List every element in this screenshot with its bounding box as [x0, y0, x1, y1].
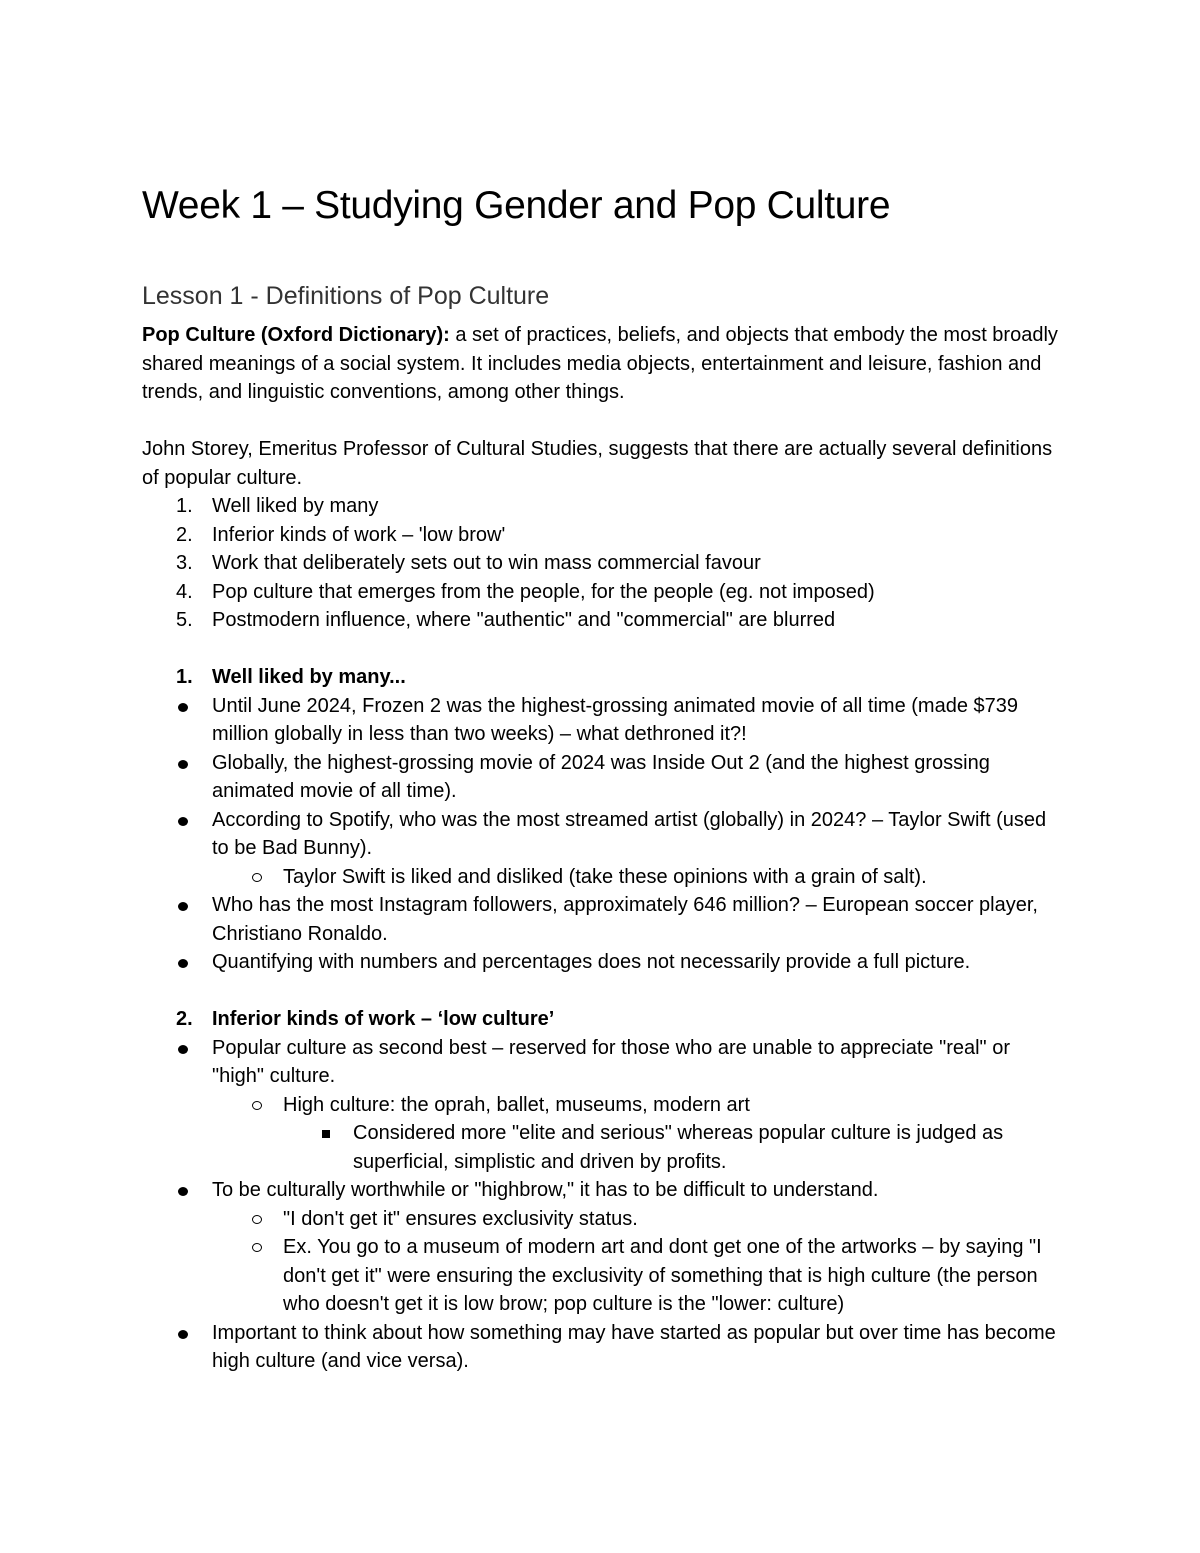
- sub-bullet-item: [142, 1091, 1062, 1120]
- sub-bullet-item: [142, 863, 1062, 892]
- list-item: [142, 549, 1062, 578]
- section-well-liked: [142, 663, 1062, 977]
- bullet-disc-icon: [178, 1045, 188, 1054]
- section-heading: [142, 1005, 1062, 1034]
- list-number: 5.: [176, 609, 193, 631]
- bullet-text: Ex. You go to a museum of modern art and dont get one of the artworks – by saying "I don't get it" were ensuring the exclusivity of something that is high culture (the person who doesn't get it is low brow; pop culture is the "lower: culture): [283, 1236, 1042, 1315]
- bullet-circle-icon: [252, 1215, 262, 1224]
- bullet-item: [142, 948, 1062, 977]
- definition-term: Pop Culture (Oxford Dictionary):: [142, 324, 450, 346]
- bullet-text: Globally, the highest-grossing movie of 2024 was Inside Out 2 (and the highest grossing animated movie of all time).: [212, 751, 990, 802]
- list-item: [142, 492, 1062, 521]
- bullet-item: [142, 806, 1062, 863]
- bullet-item: [142, 1176, 1062, 1205]
- bullet-disc-icon: [178, 1330, 188, 1339]
- bullet-disc-icon: [178, 817, 188, 826]
- list-number: 3.: [176, 552, 193, 574]
- document-body: [142, 321, 1062, 1376]
- bullet-item: [142, 749, 1062, 806]
- list-number: 2.: [176, 523, 193, 546]
- list-number: 4.: [176, 580, 193, 603]
- list-number: 1.: [176, 495, 193, 517]
- lesson-heading: Lesson 1 - Definitions of Pop Culture: [142, 282, 550, 310]
- list-item: [142, 521, 1062, 550]
- section-number: 2.: [176, 1008, 193, 1030]
- bullet-text: According to Spotify, who was the most streamed artist (globally) in 2024? – Taylor Swift (used to be Bad Bunny).: [212, 808, 1047, 859]
- definitions-list: [142, 492, 1062, 635]
- sub-sub-bullet-item: [142, 1119, 1062, 1176]
- bullet-circle-icon: [252, 1243, 262, 1252]
- bullet-disc-icon: [178, 760, 188, 769]
- sub-bullet-item: [142, 1233, 1062, 1319]
- bullet-text: Until June 2024, Frozen 2 was the highest-grossing animated movie of all time (made $739 million globally in less than two weeks) – what dethroned it?!: [212, 694, 1018, 745]
- bullet-disc-icon: [178, 902, 188, 911]
- bullet-text: Popular culture as second best – reserved for those who are unable to appreciate "real" or "high" culture.: [212, 1036, 1010, 1087]
- bullet-square-icon: [322, 1130, 330, 1138]
- bullet-text: High culture: the oprah, ballet, museums, modern art: [283, 1093, 750, 1116]
- section-heading-text: Well liked by many...: [212, 666, 406, 688]
- sub-bullet-item: [142, 1205, 1062, 1234]
- definition-text: a set of practices, beliefs, and objects that embody the most broadly shared meanings of a social system. It includes media objects, entertainment and leisure, fashion and trends, and linguistic conventions, among other things.: [142, 324, 1058, 403]
- bullet-circle-icon: [252, 873, 262, 882]
- bullet-text: Important to think about how something may have started as popular but over time has become high culture (and vice versa).: [212, 1321, 1056, 1372]
- section-inferior-work: [142, 1005, 1062, 1376]
- list-item-text: Well liked by many: [212, 495, 379, 517]
- list-item-text: Postmodern influence, where "authentic" and "commercial" are blurred: [212, 609, 836, 631]
- bullet-disc-icon: [178, 703, 188, 712]
- section-number: 1.: [176, 666, 193, 688]
- list-item-text: Pop culture that emerges from the people, for the people (eg. not imposed): [212, 580, 875, 603]
- section-heading-text: Inferior kinds of work – ‘low culture’: [212, 1008, 555, 1030]
- bullet-item: [142, 692, 1062, 749]
- bullet-item: [142, 1034, 1062, 1091]
- bullet-text: Who has the most Instagram followers, approximately 646 million? – European soccer player, Christiano Ronaldo.: [212, 894, 1038, 945]
- list-item: [142, 606, 1062, 635]
- bullet-circle-icon: [252, 1101, 262, 1110]
- storey-intro: John Storey, Emeritus Professor of Cultural Studies, suggests that there are actually several definitions of popular culture.: [142, 438, 1053, 489]
- bullet-text: Taylor Swift is liked and disliked (take these opinions with a grain of salt).: [283, 865, 927, 888]
- bullet-text: To be culturally worthwhile or "highbrow," it has to be difficult to understand.: [212, 1179, 879, 1201]
- definition-paragraph: [142, 321, 1062, 407]
- list-item-text: Inferior kinds of work – 'low brow': [212, 523, 506, 546]
- list-item: [142, 578, 1062, 607]
- bullet-text: Quantifying with numbers and percentages does not necessarily provide a full picture.: [212, 951, 971, 973]
- list-item-text: Work that deliberately sets out to win mass commercial favour: [212, 552, 761, 574]
- bullet-disc-icon: [178, 1187, 188, 1196]
- bullet-item: [142, 1319, 1062, 1376]
- bullet-item: [142, 891, 1062, 948]
- bullet-text: Considered more "elite and serious" whereas popular culture is judged as superficial, simplistic and driven by profits.: [353, 1122, 1004, 1173]
- page-title: Week 1 – Studying Gender and Pop Culture: [142, 184, 891, 227]
- bullet-text: "I don't get it" ensures exclusivity status.: [283, 1207, 638, 1230]
- bullet-disc-icon: [178, 959, 188, 968]
- section-heading: [142, 663, 1062, 692]
